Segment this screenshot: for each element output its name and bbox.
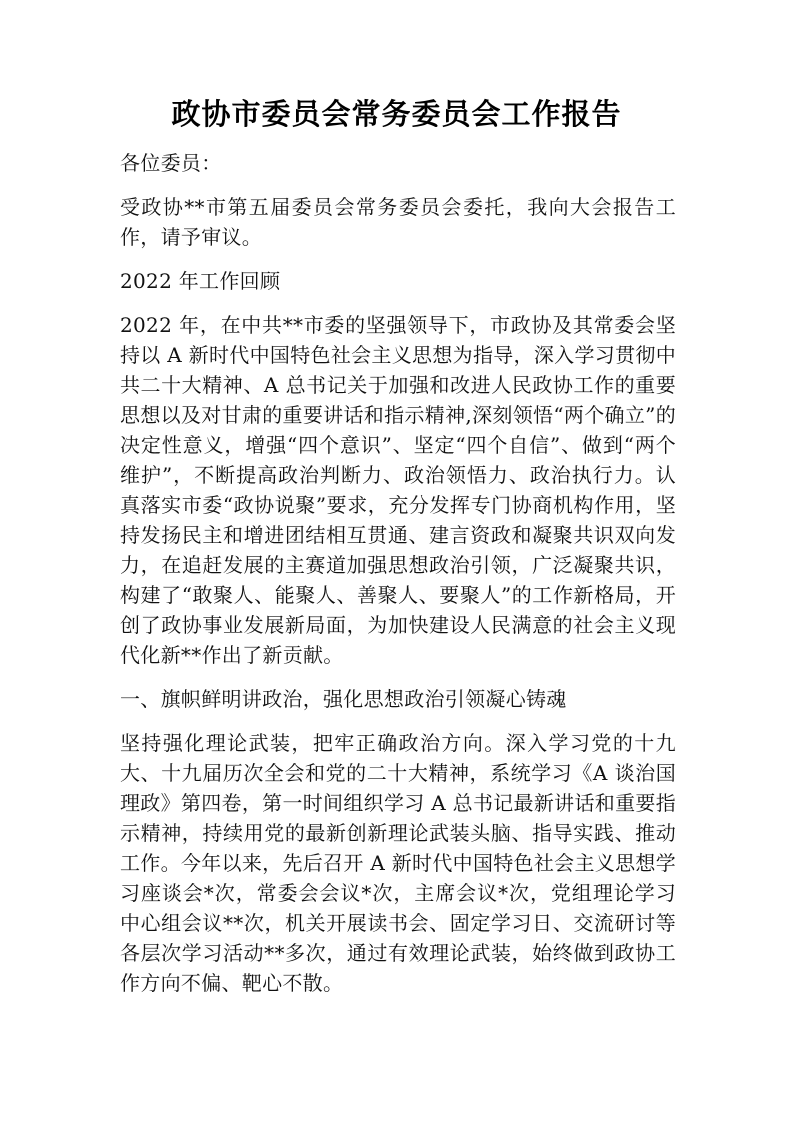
intro-paragraph: 受政协**市第五届委员会常务委员会委托，我向大会报告工作，请予审议。 (120, 195, 676, 249)
document-body (120, 148, 676, 1012)
section-heading-review: 2022 年工作回顾 (120, 269, 281, 293)
review-paragraph: 2022 年，在中共**市委的坚强领导下，市政协及其常委会坚持以 A 新时代中国特色社会主义思想为指导，深入学习贯彻中共二十大精神、A 总书记关于加强和改进人民政协工作的重要思想以及对甘肃的重要讲话和指示精神,深刻领悟“两个确立”的决定性意义，增强“四个意识”、坚定“四个自信”、做到“两个维护”，不断提高政治判断力、政治领悟力、政治执行力。认真落实市委“政协说聚”要求，充分发挥专门协商机构作用，坚持发扬民主和增进团结相互贯通、建言资政和凝聚共识双向发力，在追赶发展的主赛道加强思想政治引领，广泛凝聚共识，构建了“敢聚人、能聚人、善聚人、要聚人”的工作新格局，开创了政协事业发展新局面，为加快建设人民满意的社会主义现代化新**作出了新贡献。 (120, 313, 676, 667)
salutation: 各位委员： (120, 151, 222, 175)
section-one-paragraph: 坚持强化理论武装，把牢正确政治方向。深入学习党的十九大、十九届历次全会和党的二十大精神，系统学习《A 谈治国理政》第四卷，第一时间组织学习 A 总书记最新讲话和重要指示精神，持续用党的最新创新理论武装头脑、指导实践、推动工作。今年以来，先后召开 A 新时代中国特色社会主义思想学习座谈会*次，常委会会议*次，主席会议*次，党组理论学习中心组会议**次，机关开展读书会、固定学习日、交流研讨等各层次学习活动**多次，通过有效理论武装，始终做到政协工作方向不偏、靶心不散。 (120, 731, 676, 995)
document-title: 政协市委员会常务委员会工作报告 (171, 97, 622, 131)
section-heading-one: 一、旗帜鲜明讲政治，强化思想政治引领凝心铸魂 (120, 687, 567, 711)
